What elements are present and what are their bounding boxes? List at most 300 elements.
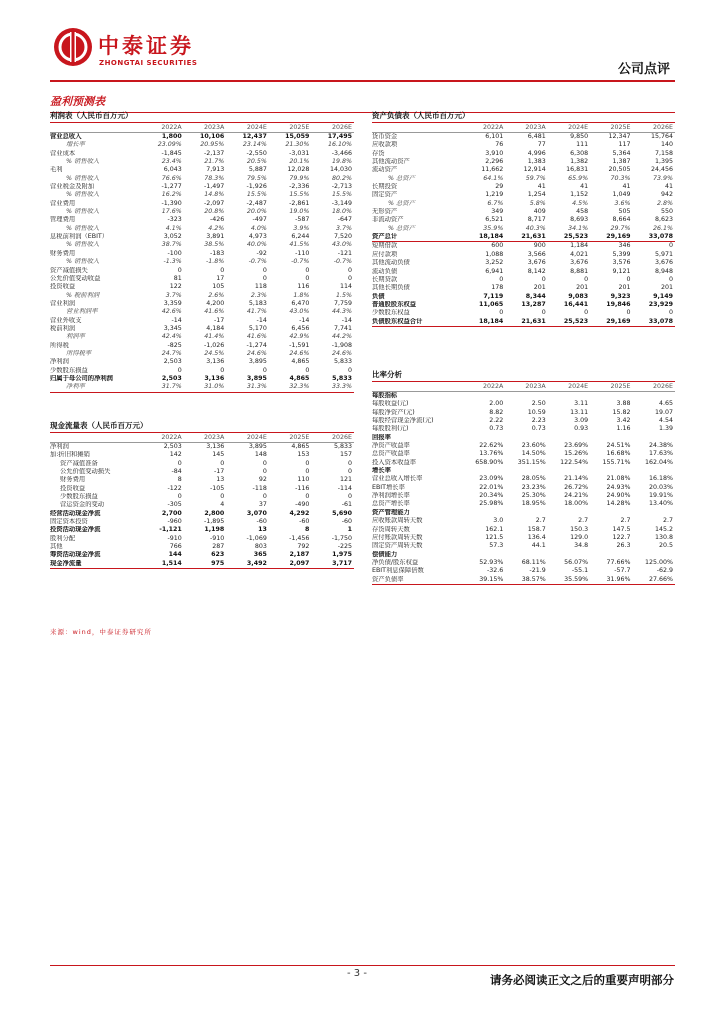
cell-value: 4.5% bbox=[572, 199, 589, 207]
cell-value: -587 bbox=[295, 216, 310, 224]
row-label: 净利润 bbox=[50, 358, 69, 366]
cell-value: 4,200 bbox=[206, 299, 225, 307]
cell-value: 4.1% bbox=[165, 224, 182, 232]
cell-value: 65.9% bbox=[568, 174, 589, 182]
row-label: 净利润增长率 bbox=[372, 492, 410, 500]
cell-value: 21.14% bbox=[564, 475, 589, 483]
cell-value: 803 bbox=[254, 543, 267, 551]
cell-value bbox=[505, 392, 547, 401]
table-row bbox=[50, 275, 354, 283]
cell-value: 766 bbox=[169, 543, 182, 551]
cell-value: -1,926 bbox=[246, 183, 267, 191]
table-row bbox=[372, 259, 675, 267]
row-label: 营业外收支 bbox=[50, 316, 82, 324]
cell-value: 15,059 bbox=[285, 133, 310, 140]
cell-value: 19.07 bbox=[654, 408, 673, 416]
cell-value: 7,119 bbox=[483, 292, 504, 300]
cell-value: 3,895 bbox=[248, 443, 267, 450]
cell-value: 12,028 bbox=[287, 166, 310, 174]
page-header bbox=[0, 0, 724, 90]
cell-value: 0 bbox=[220, 459, 225, 467]
year-header: 2025E bbox=[590, 123, 632, 133]
table-row bbox=[50, 141, 354, 149]
table-row bbox=[50, 342, 354, 350]
cell-value: 12,347 bbox=[608, 133, 631, 140]
cell-value: 8,344 bbox=[525, 292, 546, 300]
row-label: 固定资本投资 bbox=[50, 518, 88, 526]
cell-value: 16.18% bbox=[648, 475, 673, 483]
cell-value: 148 bbox=[254, 451, 267, 459]
cell-value bbox=[590, 467, 632, 475]
cell-value: 0 bbox=[499, 309, 504, 317]
cell-value: 900 bbox=[533, 242, 546, 250]
cell-value: 0 bbox=[347, 493, 352, 501]
cell-value: 8,881 bbox=[570, 267, 589, 275]
row-label: 其他流动负债 bbox=[372, 259, 410, 267]
year-header: 2024E bbox=[226, 123, 269, 133]
cell-value: 142 bbox=[169, 451, 182, 459]
cell-value: -305 bbox=[167, 501, 182, 509]
cell-value: 2.3% bbox=[250, 291, 267, 299]
cell-value: 4,021 bbox=[570, 250, 589, 258]
cell-value: -21.9 bbox=[529, 567, 546, 575]
row-label: 其他流动资产 bbox=[372, 158, 410, 166]
row-label: 投资收益 bbox=[60, 484, 86, 492]
cell-value: 505 bbox=[618, 208, 631, 216]
cell-value bbox=[633, 467, 675, 475]
cell-value: 0 bbox=[262, 274, 267, 282]
cell-value: 1,382 bbox=[570, 158, 589, 166]
cell-value: 0.73 bbox=[489, 425, 504, 433]
cell-value: 16.2% bbox=[161, 191, 182, 199]
cell-value: -0.7% bbox=[248, 258, 267, 266]
row-label: 每股经营现金净流(元) bbox=[372, 417, 434, 425]
cell-value: 52.93% bbox=[479, 558, 504, 566]
cell-value: -61 bbox=[341, 501, 352, 509]
row-label: 总资产收益率 bbox=[372, 450, 410, 458]
cell-value: 3,566 bbox=[527, 250, 546, 258]
row-label: 营业总收入增长率 bbox=[372, 475, 423, 483]
row-label: 营业总收入 bbox=[50, 133, 82, 140]
cell-value: 23,929 bbox=[648, 300, 673, 308]
cell-value: 0 bbox=[626, 309, 631, 317]
cell-value: 29,169 bbox=[590, 233, 632, 242]
cell-value: 0 bbox=[668, 275, 673, 283]
cell-value: 7,158 bbox=[654, 149, 673, 157]
row-label: 增长率 bbox=[66, 141, 85, 149]
cell-value: 23.69% bbox=[564, 442, 589, 450]
cell-value: 1,514 bbox=[141, 560, 184, 569]
cell-value: -3,031 bbox=[289, 149, 310, 157]
cell-value: 1,088 bbox=[485, 250, 504, 258]
year-header: 2024E bbox=[226, 433, 269, 443]
cell-value: 14.28% bbox=[606, 500, 631, 508]
cell-value: 14.50% bbox=[521, 450, 546, 458]
cell-value: 0 bbox=[262, 493, 267, 501]
row-label: 资产减值损失 bbox=[50, 266, 88, 274]
cell-value: 24.5% bbox=[204, 349, 225, 357]
cell-value: 26.3 bbox=[616, 542, 631, 550]
cell-value: 0 bbox=[347, 274, 352, 282]
cell-value: -14 bbox=[341, 316, 352, 324]
cell-value: 550 bbox=[660, 208, 673, 216]
cell-value: 80.2% bbox=[331, 174, 352, 182]
cell-value bbox=[463, 551, 505, 559]
table-row bbox=[372, 208, 675, 216]
cell-value: 29.7% bbox=[610, 224, 631, 232]
row-label: % 销售收入 bbox=[66, 241, 100, 249]
row-label: 非流动资产 bbox=[372, 216, 404, 224]
cell-value: 29,169 bbox=[590, 318, 632, 327]
year-header: 2026E bbox=[633, 123, 675, 133]
row-label: % 销售收入 bbox=[66, 224, 100, 232]
table-row bbox=[50, 468, 354, 476]
cell-value: 70.3% bbox=[610, 174, 631, 182]
cell-value: 14.8% bbox=[204, 191, 225, 199]
row-label: 财务费用 bbox=[60, 476, 86, 484]
row-label: 财务费用 bbox=[50, 249, 76, 257]
cell-value: 23.09% bbox=[479, 475, 504, 483]
cell-value: 24.38% bbox=[648, 442, 673, 450]
cell-value: 3,676 bbox=[527, 259, 546, 267]
cell-value: 39.15% bbox=[463, 576, 505, 585]
cell-value: 4,973 bbox=[248, 233, 267, 241]
row-label: 应付账款周转天数 bbox=[372, 533, 423, 541]
cell-value: 1.39 bbox=[658, 425, 673, 433]
table-row bbox=[372, 141, 675, 149]
cell-value: 8,693 bbox=[570, 216, 589, 224]
cell-value: 3.88 bbox=[616, 400, 631, 408]
cell-value: -225 bbox=[337, 543, 352, 551]
year-header: 2024E bbox=[548, 382, 590, 392]
cell-value: 21.30% bbox=[285, 141, 310, 149]
cell-value: 73.9% bbox=[652, 174, 673, 182]
cell-value: 105 bbox=[212, 283, 225, 291]
cell-value: 79.9% bbox=[289, 174, 310, 182]
row-label: 其他长期负债 bbox=[372, 284, 410, 292]
cell-value: 3.7% bbox=[336, 224, 352, 232]
cell-value: 1,184 bbox=[570, 242, 589, 250]
cell-value: 3.6% bbox=[614, 199, 631, 207]
cell-value: 19.91% bbox=[648, 492, 673, 500]
cell-value: 0 bbox=[347, 468, 352, 476]
cell-value: 26.1% bbox=[652, 224, 673, 232]
year-header: 2026E bbox=[311, 123, 354, 133]
row-label: 每股净资产(元) bbox=[372, 408, 415, 416]
row-label: 回报率 bbox=[372, 433, 391, 441]
row-label: 流动资产 bbox=[372, 166, 398, 174]
cell-value: 32.3% bbox=[269, 383, 312, 392]
cell-value: -57.7 bbox=[614, 567, 631, 575]
table-row bbox=[50, 317, 354, 325]
cell-value: -2,861 bbox=[289, 199, 310, 207]
cell-value: 11,662 bbox=[481, 166, 504, 174]
cell-value: 116 bbox=[297, 283, 310, 291]
table-row bbox=[50, 308, 354, 316]
cell-value: 5,833 bbox=[333, 443, 352, 450]
header-divider bbox=[50, 80, 675, 82]
row-label: 投资活动现金净流 bbox=[50, 526, 101, 534]
row-label: % 销售收入 bbox=[66, 158, 100, 166]
table-row bbox=[50, 460, 354, 468]
cell-value: 24.90% bbox=[606, 492, 631, 500]
year-header: 2022A bbox=[141, 433, 184, 443]
cell-value: 24.6% bbox=[289, 349, 310, 357]
cell-value: -1,277 bbox=[161, 183, 182, 191]
table-row bbox=[50, 325, 354, 333]
year-header: 2023A bbox=[505, 123, 547, 133]
cell-value: 658.90% bbox=[475, 458, 504, 466]
cell-value: 2,187 bbox=[289, 551, 310, 559]
table-row bbox=[50, 375, 354, 383]
cell-value: 1.5% bbox=[336, 291, 352, 299]
cell-value: 20.95% bbox=[200, 141, 225, 149]
table-row bbox=[50, 241, 354, 249]
cell-value: 0 bbox=[347, 366, 352, 374]
ratio-analysis-table bbox=[372, 369, 675, 585]
table-row bbox=[372, 409, 675, 417]
cell-value: 23.4% bbox=[161, 158, 182, 166]
row-label: % 税前利润 bbox=[66, 291, 100, 299]
table-row bbox=[372, 526, 675, 534]
cell-value: 38.7% bbox=[161, 241, 182, 249]
cell-value: -1,750 bbox=[331, 534, 352, 542]
cell-value: -3,149 bbox=[331, 199, 352, 207]
cell-value: 351.15% bbox=[517, 458, 546, 466]
cell-value: 76.6% bbox=[161, 174, 182, 182]
cell-value: -1,069 bbox=[246, 534, 267, 542]
cell-value: 6,456 bbox=[291, 324, 310, 332]
cell-value: 6,244 bbox=[291, 233, 310, 241]
cell-value: 38.57% bbox=[505, 576, 547, 585]
cell-value: 5,833 bbox=[333, 358, 352, 366]
cell-value: 1 bbox=[347, 526, 352, 534]
cell-value: 16.10% bbox=[327, 141, 352, 149]
cell-value: 22.01% bbox=[479, 483, 504, 491]
cell-value: 0 bbox=[262, 468, 267, 476]
table-row bbox=[372, 417, 675, 425]
table-row bbox=[50, 300, 354, 308]
row-label: EBIT利息保障倍数 bbox=[372, 567, 424, 575]
cell-value: 155.71% bbox=[602, 458, 631, 466]
table-row bbox=[50, 560, 354, 569]
row-label: 营业成本 bbox=[50, 149, 76, 157]
cell-value: 10,106 bbox=[199, 133, 225, 140]
cell-value: -1,845 bbox=[161, 149, 182, 157]
disclaimer-text: 请务必阅读正文之后的重要声明部分 bbox=[490, 973, 674, 987]
cell-value: 34.1% bbox=[568, 224, 589, 232]
row-label: 短期借款 bbox=[372, 242, 398, 250]
cell-value: 3,576 bbox=[612, 259, 631, 267]
cell-value: 0 bbox=[347, 459, 352, 467]
cell-value: -3,466 bbox=[331, 149, 352, 157]
table-row bbox=[372, 484, 675, 492]
table-row bbox=[50, 350, 354, 358]
cell-value: 114 bbox=[339, 283, 352, 291]
year-header: 2025E bbox=[269, 123, 312, 133]
cell-value: 4,292 bbox=[289, 509, 310, 517]
table-row bbox=[372, 534, 675, 542]
table-row bbox=[372, 233, 675, 242]
year-header: 2023A bbox=[184, 123, 227, 133]
cell-value: 162.04% bbox=[644, 458, 673, 466]
cell-value: 3.7% bbox=[165, 291, 182, 299]
table-row bbox=[372, 309, 675, 317]
cell-value: 4 bbox=[220, 501, 225, 509]
cell-value: 2.00 bbox=[489, 400, 504, 408]
cell-value: 0 bbox=[668, 242, 673, 250]
row-label: 总资产增长率 bbox=[372, 500, 410, 508]
cell-value: -825 bbox=[167, 341, 182, 349]
row-label: 应收账款周转天数 bbox=[372, 517, 423, 525]
table-row bbox=[50, 133, 354, 142]
row-label: 筹资活动现金净流 bbox=[50, 551, 101, 559]
cell-value: 3,136 bbox=[204, 374, 225, 382]
cell-value: 3,910 bbox=[485, 149, 504, 157]
cell-value: 409 bbox=[533, 208, 546, 216]
table-row bbox=[50, 451, 354, 459]
table-row bbox=[50, 175, 354, 183]
cell-value: 1,975 bbox=[332, 551, 352, 559]
cell-value: 3,676 bbox=[654, 259, 673, 267]
year-header: 2024E bbox=[548, 123, 590, 133]
cell-value: 43.0% bbox=[289, 308, 310, 316]
cell-value: 15,764 bbox=[650, 133, 673, 140]
cell-value: 6,308 bbox=[570, 149, 589, 157]
cell-value: 40.0% bbox=[246, 241, 267, 249]
cell-value: 64.1% bbox=[483, 174, 504, 182]
cell-value: 2.8% bbox=[657, 199, 673, 207]
row-label: % 销售收入 bbox=[66, 208, 100, 216]
cell-value: 125.00% bbox=[644, 558, 673, 566]
cell-value: 33,078 bbox=[633, 318, 675, 327]
cell-value: 23.60% bbox=[521, 442, 546, 450]
cell-value: 14,030 bbox=[329, 166, 352, 174]
table-row bbox=[50, 158, 354, 166]
table-row bbox=[372, 242, 675, 251]
row-label: 投资收益 bbox=[50, 283, 76, 291]
table-row bbox=[372, 276, 675, 284]
cell-value: 20,505 bbox=[608, 166, 631, 174]
cell-value: 6,470 bbox=[291, 299, 310, 307]
table-title: 资产负债表（人民币百万元） bbox=[372, 110, 675, 123]
table-row bbox=[50, 292, 354, 300]
cell-value bbox=[463, 467, 505, 475]
row-label: 少数股东权益 bbox=[372, 309, 410, 317]
cell-value bbox=[590, 509, 632, 517]
year-header: 2022A bbox=[463, 123, 505, 133]
cell-value: 41.4% bbox=[204, 333, 225, 341]
cell-value: 0 bbox=[305, 274, 310, 282]
cell-value bbox=[463, 509, 505, 517]
row-label: 存货周转天数 bbox=[372, 525, 410, 533]
cell-value bbox=[463, 392, 505, 401]
cell-value: 41.5% bbox=[289, 241, 310, 249]
cell-value: -84 bbox=[171, 468, 182, 476]
cell-value: 17 bbox=[216, 274, 225, 282]
table-row bbox=[372, 251, 675, 259]
cell-value: 13 bbox=[216, 476, 225, 484]
cell-value: 2.7 bbox=[578, 517, 589, 525]
cell-value: -14 bbox=[256, 316, 267, 324]
cell-value: 2,503 bbox=[163, 358, 182, 366]
cell-value: 79.5% bbox=[246, 174, 267, 182]
cell-value: -60 bbox=[299, 518, 310, 526]
row-label: % 销售收入 bbox=[66, 174, 100, 182]
row-label: 净利润 bbox=[50, 443, 69, 450]
year-header: 2022A bbox=[463, 382, 505, 392]
cell-value: 5,971 bbox=[654, 250, 673, 258]
cell-value: 1.8% bbox=[293, 291, 310, 299]
table-row bbox=[372, 559, 675, 567]
cell-value: 2,503 bbox=[163, 443, 182, 450]
cell-value: 16,441 bbox=[563, 300, 589, 308]
cell-value: 5,690 bbox=[332, 509, 352, 517]
row-label: % 销售收入 bbox=[66, 258, 100, 266]
cell-value: 6,941 bbox=[485, 267, 504, 275]
cell-value: -14 bbox=[171, 316, 182, 324]
cell-value: 12,914 bbox=[523, 166, 546, 174]
cell-value: 0 bbox=[262, 459, 267, 467]
cell-value: 24.6% bbox=[246, 349, 267, 357]
cell-value: 0 bbox=[584, 309, 589, 317]
cell-value: 13 bbox=[258, 526, 267, 534]
cell-value: -910 bbox=[167, 534, 182, 542]
table-row bbox=[372, 475, 675, 483]
row-label: 净利率 bbox=[50, 383, 141, 392]
table-row bbox=[50, 333, 354, 341]
page-number: - 3 - bbox=[347, 968, 367, 979]
row-label: 固定资产 bbox=[372, 191, 398, 199]
cell-value: 2.7 bbox=[620, 517, 631, 525]
table-row bbox=[50, 208, 354, 216]
cell-value: -2,550 bbox=[246, 149, 267, 157]
cell-value: 0 bbox=[541, 275, 546, 283]
table-row bbox=[50, 535, 354, 543]
cell-value: 92 bbox=[258, 476, 267, 484]
table-row bbox=[50, 383, 354, 392]
cell-value: 8,142 bbox=[527, 267, 546, 275]
table-row bbox=[372, 225, 675, 233]
cell-value: 31.3% bbox=[226, 383, 269, 392]
cell-value: 16,831 bbox=[566, 166, 589, 174]
table-row bbox=[50, 200, 354, 208]
cell-value: 33.3% bbox=[311, 383, 354, 392]
cell-value bbox=[590, 434, 632, 442]
cell-value: 3,359 bbox=[163, 299, 182, 307]
cell-value: 4.54 bbox=[658, 417, 673, 425]
cell-value: 201 bbox=[660, 284, 673, 292]
cell-value: 6,481 bbox=[527, 133, 546, 140]
cell-value: -1,390 bbox=[161, 199, 182, 207]
cell-value: 157 bbox=[339, 451, 352, 459]
company-name-en: ZHONGTAI SECURITIES bbox=[99, 59, 198, 67]
cell-value: -1,121 bbox=[159, 526, 182, 534]
row-label: 普通股股东权益 bbox=[372, 300, 417, 308]
cell-value: 9,083 bbox=[568, 292, 589, 300]
cell-value: 2.23 bbox=[531, 417, 546, 425]
cell-value: 0 bbox=[305, 266, 310, 274]
cell-value: 792 bbox=[297, 543, 310, 551]
row-label: 长期贷款 bbox=[372, 275, 398, 283]
cell-value: 15.5% bbox=[246, 191, 267, 199]
row-label: 长期投资 bbox=[372, 183, 398, 191]
cell-value: 2.22 bbox=[489, 417, 504, 425]
cell-value: 27.66% bbox=[633, 576, 675, 585]
cell-value bbox=[633, 434, 675, 442]
cell-value: 3,052 bbox=[163, 233, 182, 241]
table-row bbox=[50, 225, 354, 233]
